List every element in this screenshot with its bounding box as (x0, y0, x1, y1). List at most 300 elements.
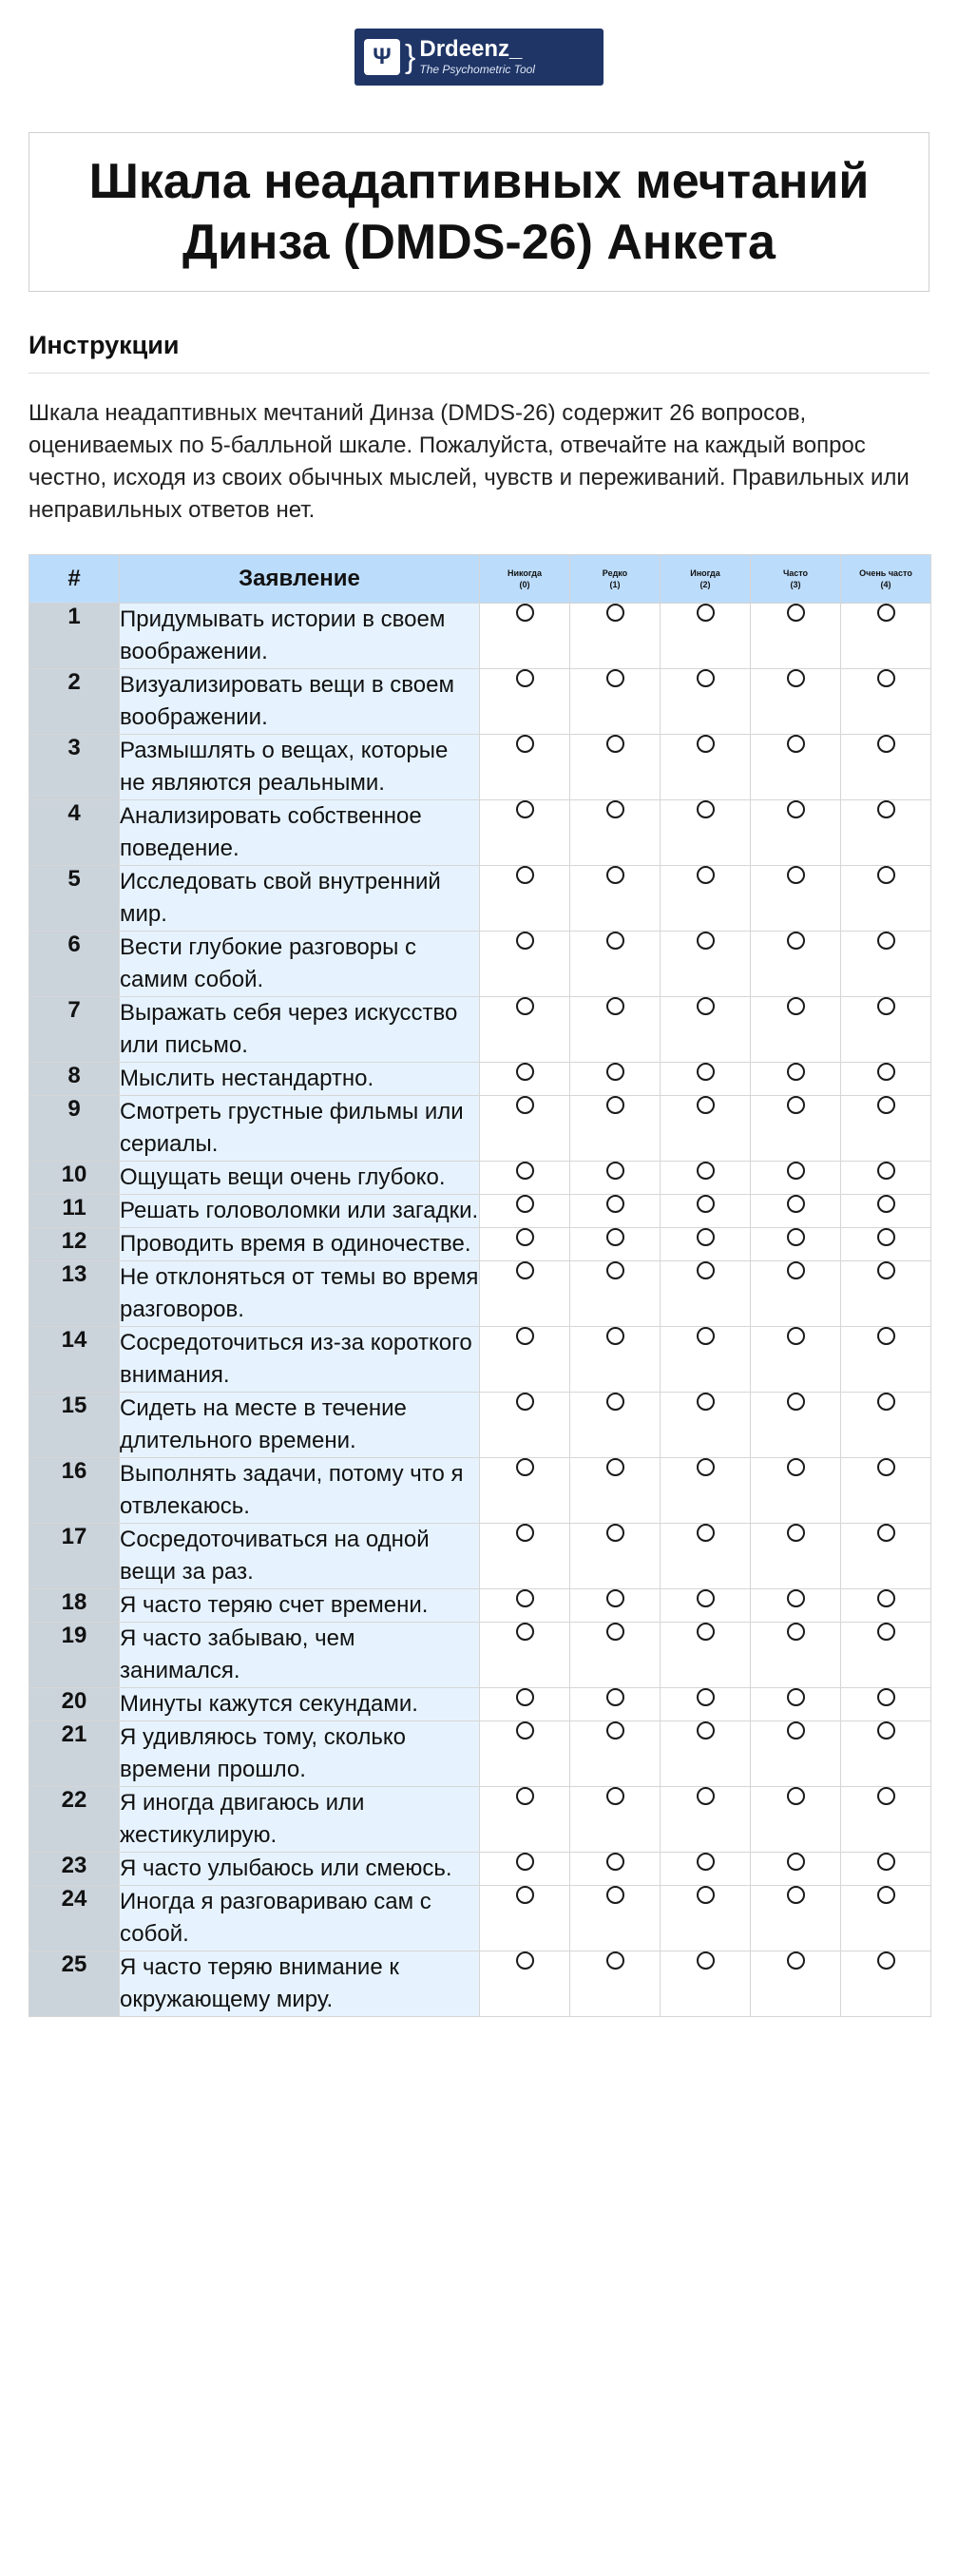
answer-radio-button[interactable] (877, 866, 895, 884)
answer-radio-button[interactable] (697, 1721, 715, 1740)
question-number: 7 (29, 997, 120, 1063)
question-statement: Смотреть грустные фильмы или сериалы. (120, 1096, 480, 1162)
answer-cell (841, 1688, 931, 1721)
answer-cell (661, 1589, 751, 1623)
answer-radio-button[interactable] (787, 1458, 805, 1476)
answer-cell (480, 1886, 570, 1951)
option-score: (0) (519, 580, 530, 589)
answer-radio-button[interactable] (516, 1162, 534, 1180)
answer-radio-button[interactable] (606, 1195, 624, 1213)
answer-radio-button[interactable] (877, 1951, 895, 1970)
answer-cell (841, 1524, 931, 1589)
answer-radio-button[interactable] (516, 1623, 534, 1641)
answer-radio-button[interactable] (697, 1886, 715, 1904)
answer-cell (841, 1721, 931, 1787)
answer-cell (841, 1589, 931, 1623)
answer-cell (841, 866, 931, 932)
question-statement: Минуты кажутся секундами. (120, 1688, 480, 1721)
question-number: 22 (29, 1787, 120, 1853)
answer-radio-button[interactable] (787, 1886, 805, 1904)
answer-cell (661, 1393, 751, 1458)
questionnaire-table (29, 554, 931, 2017)
answer-radio-button[interactable] (516, 1096, 534, 1114)
header-option-sometimes (661, 555, 751, 604)
answer-radio-button[interactable] (606, 932, 624, 950)
question-statement: Иногда я разговариваю сам с собой. (120, 1886, 480, 1951)
instructions-divider (29, 373, 929, 374)
answer-cell (751, 1787, 841, 1853)
answer-radio-button[interactable] (787, 866, 805, 884)
answer-cell (570, 1524, 661, 1589)
answer-cell (480, 1393, 570, 1458)
table-row (29, 1393, 931, 1458)
answer-radio-button[interactable] (877, 669, 895, 687)
question-number: 8 (29, 1063, 120, 1096)
answer-cell (661, 1228, 751, 1261)
answer-radio-button[interactable] (516, 932, 534, 950)
answer-radio-button[interactable] (606, 1524, 624, 1542)
option-label: Иногда (690, 568, 720, 578)
answer-cell (841, 1063, 931, 1096)
logo-tagline: The Psychometric Tool (419, 63, 535, 76)
answer-cell (661, 1327, 751, 1393)
answer-radio-button[interactable] (516, 1261, 534, 1279)
answer-cell (841, 735, 931, 800)
answer-radio-button[interactable] (877, 1195, 895, 1213)
answer-radio-button[interactable] (697, 1853, 715, 1871)
answer-cell (751, 1886, 841, 1951)
question-number: 19 (29, 1623, 120, 1688)
table-row (29, 1096, 931, 1162)
answer-radio-button[interactable] (516, 1688, 534, 1706)
answer-cell (841, 1623, 931, 1688)
answer-radio-button[interactable] (697, 1688, 715, 1706)
answer-radio-button[interactable] (606, 800, 624, 818)
question-number: 14 (29, 1327, 120, 1393)
answer-radio-button[interactable] (877, 1721, 895, 1740)
page-title: Шкала неадаптивных мечтаний Динза (DMDS-26) Анкета (88, 154, 870, 270)
answer-radio-button[interactable] (697, 604, 715, 622)
answer-radio-button[interactable] (606, 1623, 624, 1641)
answer-radio-button[interactable] (697, 1261, 715, 1279)
answer-cell (570, 604, 661, 669)
answer-radio-button[interactable] (606, 669, 624, 687)
table-row (29, 1327, 931, 1393)
answer-radio-button[interactable] (516, 1458, 534, 1476)
answer-cell (841, 1787, 931, 1853)
answer-cell (570, 1688, 661, 1721)
option-label: Редко (602, 568, 628, 578)
question-statement: Сосредоточиться из-за короткого внимания. (120, 1327, 480, 1393)
answer-radio-button[interactable] (697, 932, 715, 950)
answer-radio-button[interactable] (787, 1393, 805, 1411)
answer-cell (751, 1524, 841, 1589)
answer-cell (751, 997, 841, 1063)
answer-cell (661, 1721, 751, 1787)
answer-cell (751, 1096, 841, 1162)
question-statement: Сидеть на месте в течение длительного времени. (120, 1393, 480, 1458)
answer-radio-button[interactable] (877, 1623, 895, 1641)
answer-radio-button[interactable] (787, 932, 805, 950)
answer-cell (570, 1261, 661, 1327)
option-score: (3) (790, 580, 801, 589)
answer-cell (661, 669, 751, 735)
answer-radio-button[interactable] (606, 1261, 624, 1279)
logo-name: Drdeenz_ (419, 36, 523, 62)
answer-radio-button[interactable] (606, 1721, 624, 1740)
answer-cell (841, 1458, 931, 1524)
answer-radio-button[interactable] (606, 1063, 624, 1081)
answer-radio-button[interactable] (877, 1688, 895, 1706)
answer-cell (751, 932, 841, 997)
answer-cell (570, 800, 661, 866)
table-row (29, 1195, 931, 1228)
answer-radio-button[interactable] (787, 800, 805, 818)
answer-radio-button[interactable] (877, 1261, 895, 1279)
question-statement: Выполнять задачи, потому что я отвлекаюсь. (120, 1458, 480, 1524)
answer-radio-button[interactable] (697, 1787, 715, 1805)
question-number: 24 (29, 1886, 120, 1951)
answer-cell (570, 1228, 661, 1261)
question-number: 20 (29, 1688, 120, 1721)
question-number: 25 (29, 1951, 120, 2017)
answer-radio-button[interactable] (697, 1524, 715, 1542)
answer-cell (570, 1589, 661, 1623)
table-row (29, 1951, 931, 2017)
answer-radio-button[interactable] (606, 866, 624, 884)
table-row (29, 932, 931, 997)
question-number: 16 (29, 1458, 120, 1524)
question-statement: Вести глубокие разговоры с самим собой. (120, 932, 480, 997)
question-statement: Размышлять о вещах, которые не являются реальными. (120, 735, 480, 800)
answer-cell (480, 800, 570, 866)
option-label: Очень часто (859, 568, 912, 578)
table-row (29, 735, 931, 800)
answer-radio-button[interactable] (787, 1787, 805, 1805)
psi-logo-icon: Ψ (364, 39, 400, 75)
table-row (29, 997, 931, 1063)
answer-cell (480, 604, 570, 669)
answer-radio-button[interactable] (787, 1261, 805, 1279)
answer-cell (751, 800, 841, 866)
answer-radio-button[interactable] (606, 735, 624, 753)
answer-radio-button[interactable] (606, 1327, 624, 1345)
answer-radio-button[interactable] (697, 866, 715, 884)
question-number: 23 (29, 1853, 120, 1886)
question-number: 15 (29, 1393, 120, 1458)
answer-radio-button[interactable] (697, 1589, 715, 1607)
question-statement: Исследовать свой внутренний мир. (120, 866, 480, 932)
answer-radio-button[interactable] (606, 1951, 624, 1970)
answer-cell (661, 604, 751, 669)
answer-radio-button[interactable] (516, 735, 534, 753)
answer-cell (570, 1951, 661, 2017)
question-statement: Я удивляюсь тому, сколько времени прошло. (120, 1721, 480, 1787)
answer-cell (570, 1063, 661, 1096)
answer-cell (570, 997, 661, 1063)
answer-radio-button[interactable] (877, 932, 895, 950)
answer-cell (480, 932, 570, 997)
header-number: # (29, 555, 120, 604)
answer-cell (661, 997, 751, 1063)
answer-radio-button[interactable] (606, 604, 624, 622)
answer-radio-button[interactable] (877, 1393, 895, 1411)
question-statement: Ощущать вещи очень глубоко. (120, 1162, 480, 1195)
answer-radio-button[interactable] (697, 1327, 715, 1345)
answer-radio-button[interactable] (606, 1589, 624, 1607)
answer-cell (570, 1162, 661, 1195)
answer-radio-button[interactable] (516, 1721, 534, 1740)
question-number: 2 (29, 669, 120, 735)
answer-cell (751, 604, 841, 669)
answer-cell (841, 1096, 931, 1162)
answer-cell (661, 1787, 751, 1853)
logo-brace-glyph: } (405, 39, 416, 75)
answer-radio-button[interactable] (606, 1228, 624, 1246)
answer-cell (841, 1327, 931, 1393)
question-number: 12 (29, 1228, 120, 1261)
answer-cell (480, 1096, 570, 1162)
answer-cell (480, 1458, 570, 1524)
answer-radio-button[interactable] (697, 735, 715, 753)
answer-radio-button[interactable] (516, 669, 534, 687)
table-row (29, 866, 931, 932)
answer-radio-button[interactable] (877, 800, 895, 818)
answer-radio-button[interactable] (877, 1886, 895, 1904)
question-statement: Визуализировать вещи в своем воображении. (120, 669, 480, 735)
answer-cell (480, 866, 570, 932)
answer-radio-button[interactable] (697, 1228, 715, 1246)
option-label: Часто (782, 568, 809, 578)
answer-radio-button[interactable] (516, 997, 534, 1015)
answer-cell (661, 1853, 751, 1886)
answer-cell (751, 1393, 841, 1458)
answer-cell (751, 1721, 841, 1787)
answer-radio-button[interactable] (787, 604, 805, 622)
answer-radio-button[interactable] (697, 997, 715, 1015)
answer-radio-button[interactable] (787, 1853, 805, 1871)
answer-cell (661, 1458, 751, 1524)
answer-radio-button[interactable] (877, 1524, 895, 1542)
question-number: 3 (29, 735, 120, 800)
answer-radio-button[interactable] (697, 1393, 715, 1411)
instructions-text: Шкала неадаптивных мечтаний Динза (DMDS-26) содержит 26 вопросов, оцениваемых по 5-балльной шкале. Пожалуйста, отвечайте на каждый вопрос честно, исходя из своих обычных мыслей, чувств и переживаний. Правильных или неправильных ответов нет. (29, 400, 910, 523)
answer-radio-button[interactable] (606, 1787, 624, 1805)
answer-cell (570, 1886, 661, 1951)
answer-cell (661, 1688, 751, 1721)
answer-radio-button[interactable] (787, 1195, 805, 1213)
answer-cell (570, 1327, 661, 1393)
answer-radio-button[interactable] (877, 1162, 895, 1180)
question-statement: Я часто теряю счет времени. (120, 1589, 480, 1623)
answer-cell (661, 1951, 751, 2017)
table-row (29, 669, 931, 735)
answer-radio-button[interactable] (606, 1886, 624, 1904)
answer-radio-button[interactable] (877, 1853, 895, 1871)
table-row (29, 1886, 931, 1951)
question-number: 5 (29, 866, 120, 932)
header-option-often (751, 555, 841, 604)
question-number: 17 (29, 1524, 120, 1589)
answer-cell (661, 1162, 751, 1195)
table-row (29, 1162, 931, 1195)
answer-radio-button[interactable] (606, 1458, 624, 1476)
answer-radio-button[interactable] (516, 604, 534, 622)
option-score: (2) (699, 580, 711, 589)
answer-radio-button[interactable] (787, 1228, 805, 1246)
answer-cell (751, 1589, 841, 1623)
answer-cell (841, 997, 931, 1063)
table-row (29, 1458, 931, 1524)
question-statement: Сосредоточиваться на одной вещи за раз. (120, 1524, 480, 1589)
answer-radio-button[interactable] (787, 735, 805, 753)
question-statement: Я иногда двигаюсь или жестикулирую. (120, 1787, 480, 1853)
answer-cell (841, 604, 931, 669)
answer-radio-button[interactable] (697, 800, 715, 818)
answer-radio-button[interactable] (516, 1195, 534, 1213)
option-score: (4) (880, 580, 891, 589)
answer-radio-button[interactable] (787, 1524, 805, 1542)
answer-cell (570, 1195, 661, 1228)
answer-radio-button[interactable] (787, 1096, 805, 1114)
answer-radio-button[interactable] (516, 866, 534, 884)
answer-radio-button[interactable] (606, 1162, 624, 1180)
answer-cell (570, 669, 661, 735)
table-row (29, 1688, 931, 1721)
table-row (29, 1623, 931, 1688)
question-statement: Я часто теряю внимание к окружающему миру. (120, 1951, 480, 2017)
header-option-never (480, 555, 570, 604)
header-option-rarely (570, 555, 661, 604)
answer-cell (480, 997, 570, 1063)
answer-radio-button[interactable] (697, 1096, 715, 1114)
answer-cell (751, 1458, 841, 1524)
answer-radio-button[interactable] (877, 1589, 895, 1607)
table-row (29, 1063, 931, 1096)
answer-cell (480, 735, 570, 800)
answer-radio-button[interactable] (606, 1688, 624, 1706)
answer-cell (841, 669, 931, 735)
answer-radio-button[interactable] (877, 604, 895, 622)
answer-radio-button[interactable] (516, 1393, 534, 1411)
answer-radio-button[interactable] (516, 1327, 534, 1345)
answer-radio-button[interactable] (877, 1228, 895, 1246)
question-number: 11 (29, 1195, 120, 1228)
answer-radio-button[interactable] (787, 1688, 805, 1706)
question-statement: Я часто улыбаюсь или смеюсь. (120, 1853, 480, 1886)
answer-radio-button[interactable] (697, 1162, 715, 1180)
answer-radio-button[interactable] (787, 997, 805, 1015)
answer-radio-button[interactable] (877, 1458, 895, 1476)
table-row (29, 1853, 931, 1886)
answer-cell (751, 669, 841, 735)
answer-cell (480, 1853, 570, 1886)
answer-radio-button[interactable] (516, 1524, 534, 1542)
answer-cell (480, 1261, 570, 1327)
answer-cell (751, 1063, 841, 1096)
answer-cell (751, 1228, 841, 1261)
answer-cell (480, 1951, 570, 2017)
answer-cell (480, 1524, 570, 1589)
question-number: 13 (29, 1261, 120, 1327)
table-row (29, 1524, 931, 1589)
answer-radio-button[interactable] (787, 1951, 805, 1970)
answer-radio-button[interactable] (516, 1228, 534, 1246)
answer-radio-button[interactable] (516, 800, 534, 818)
logo-text (419, 38, 535, 76)
answer-radio-button[interactable] (516, 1063, 534, 1081)
answer-radio-button[interactable] (697, 669, 715, 687)
answer-radio-button[interactable] (877, 735, 895, 753)
answer-radio-button[interactable] (877, 1327, 895, 1345)
answer-cell (661, 1096, 751, 1162)
answer-radio-button[interactable] (606, 1096, 624, 1114)
answer-radio-button[interactable] (697, 1458, 715, 1476)
answer-cell (480, 1623, 570, 1688)
answer-cell (570, 1393, 661, 1458)
answer-radio-button[interactable] (606, 997, 624, 1015)
answer-radio-button[interactable] (787, 1063, 805, 1081)
answer-cell (751, 1261, 841, 1327)
answer-cell (480, 1195, 570, 1228)
answer-cell (841, 1162, 931, 1195)
answer-cell (661, 1886, 751, 1951)
answer-radio-button[interactable] (697, 1623, 715, 1641)
question-statement: Я часто забываю, чем занимался. (120, 1623, 480, 1688)
question-statement: Решать головоломки или загадки. (120, 1195, 480, 1228)
answer-radio-button[interactable] (787, 1589, 805, 1607)
answer-radio-button[interactable] (787, 1721, 805, 1740)
option-score: (1) (609, 580, 621, 589)
question-number: 1 (29, 604, 120, 669)
answer-radio-button[interactable] (697, 1195, 715, 1213)
answer-radio-button[interactable] (877, 1063, 895, 1081)
question-number: 21 (29, 1721, 120, 1787)
answer-cell (751, 1853, 841, 1886)
answer-cell (751, 1162, 841, 1195)
table-row (29, 1721, 931, 1787)
answer-radio-button[interactable] (787, 1623, 805, 1641)
answer-radio-button[interactable] (516, 1886, 534, 1904)
answer-cell (480, 1162, 570, 1195)
question-statement: Анализировать собственное поведение. (120, 800, 480, 866)
answer-radio-button[interactable] (787, 669, 805, 687)
logo-container (0, 29, 958, 86)
answer-radio-button[interactable] (516, 1787, 534, 1805)
answer-cell (570, 1853, 661, 1886)
answer-radio-button[interactable] (877, 1787, 895, 1805)
question-number: 9 (29, 1096, 120, 1162)
answer-cell (751, 1688, 841, 1721)
answer-radio-button[interactable] (787, 1327, 805, 1345)
answer-radio-button[interactable] (877, 1096, 895, 1114)
answer-radio-button[interactable] (697, 1951, 715, 1970)
table-header-row (29, 555, 931, 604)
question-number: 18 (29, 1589, 120, 1623)
answer-radio-button[interactable] (606, 1393, 624, 1411)
answer-radio-button[interactable] (787, 1162, 805, 1180)
answer-radio-button[interactable] (606, 1853, 624, 1871)
answer-radio-button[interactable] (516, 1853, 534, 1871)
answer-cell (480, 1063, 570, 1096)
answer-cell (480, 1688, 570, 1721)
question-number: 4 (29, 800, 120, 866)
answer-radio-button[interactable] (516, 1951, 534, 1970)
answer-radio-button[interactable] (877, 997, 895, 1015)
answer-radio-button[interactable] (516, 1589, 534, 1607)
answer-radio-button[interactable] (697, 1063, 715, 1081)
table-row (29, 1228, 931, 1261)
